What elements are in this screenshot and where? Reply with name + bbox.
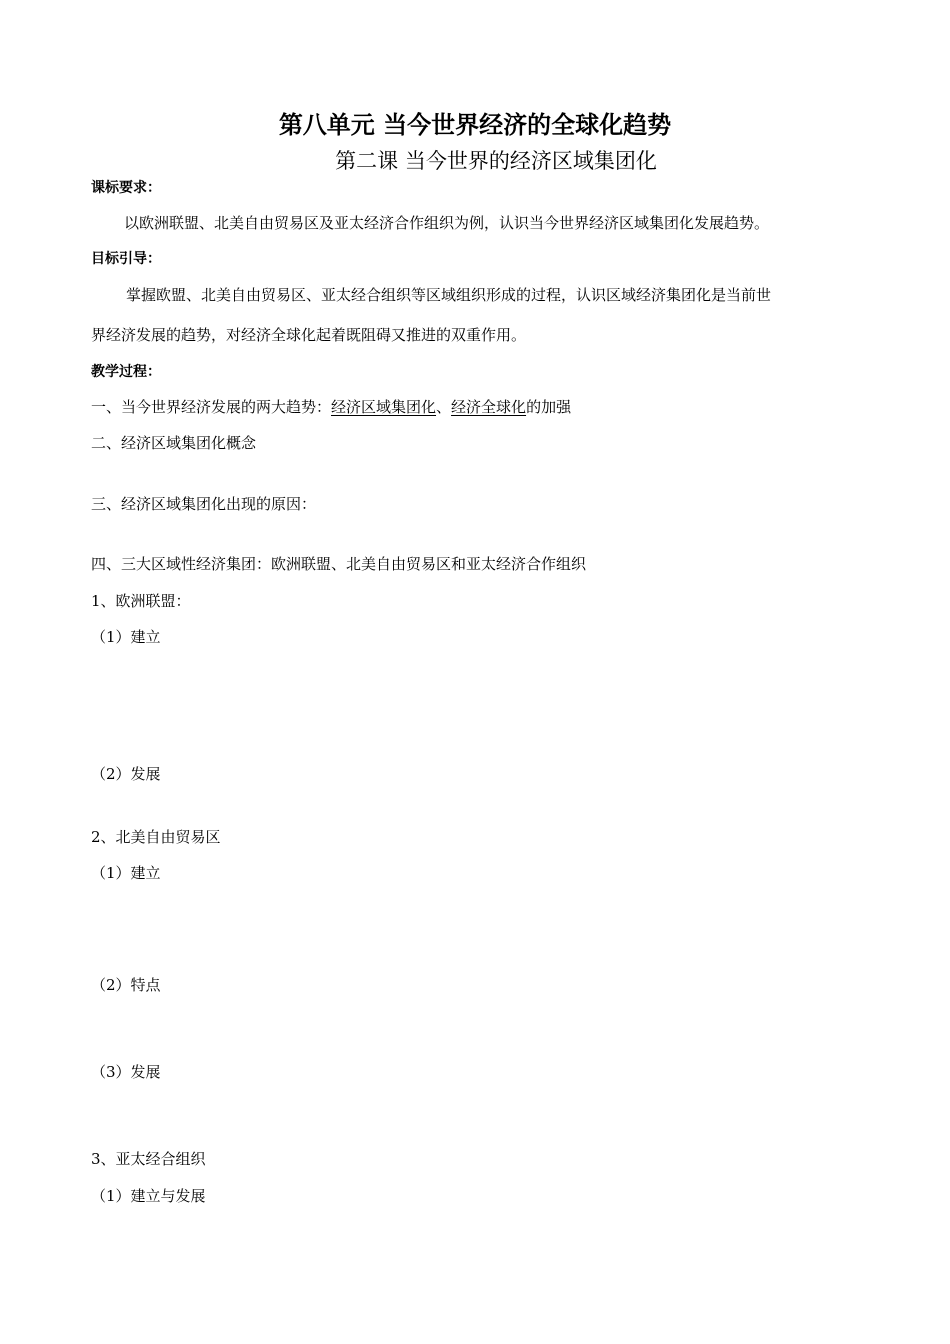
mubiao-text-line2: 界经济发展的趋势，对经济全球化起着既阻碍又推进的双重作用。 [91,326,527,344]
item1-underline-1: 经济区域集团化 [331,398,437,416]
nafta-point-3: （3）发展 [91,1063,161,1081]
nafta-title: 2、北美自由贸易区 [91,828,221,846]
process-item-1 [91,396,571,418]
unit-title: 第八单元 当今世界经济的全球化趋势 [278,111,672,139]
process-item-2: 二、经济区域集团化概念 [91,434,257,452]
item1-separator: 、 [436,398,452,416]
lesson-title: 第二课 当今世界的经济区域集团化 [335,149,657,173]
eu-point-2: （2）发展 [91,765,161,783]
item1-prefix: 一、当今世界经济发展的两大趋势： [91,398,332,416]
eu-title: 1、欧洲联盟： [91,592,191,610]
item1-suffix: 的加强 [526,398,572,416]
mubiao-heading: 目标引导： [91,251,161,267]
nafta-point-1: （1）建立 [91,864,161,882]
kebiao-heading: 课标要求： [91,180,161,196]
process-item-3: 三、经济区域集团化出现的原因： [91,495,317,513]
item1-underline-2: 经济全球化 [451,398,527,416]
eu-point-1: （1）建立 [91,628,161,646]
mubiao-text-line1: 掌握欧盟、北美自由贸易区、亚太经合组织等区域组织形成的过程，认识区域经济集团化是当前世 [126,286,772,304]
apec-point-1: （1）建立与发展 [91,1187,206,1205]
process-item-4: 四、三大区域性经济集团：欧洲联盟、北美自由贸易区和亚太经济合作组织 [91,555,587,573]
nafta-point-2: （2）特点 [91,976,161,994]
kebiao-text: 以欧洲联盟、北美自由贸易区及亚太经济合作组织为例，认识当今世界经济区域集团化发展趋势。 [124,214,770,232]
apec-title: 3、亚太经合组织 [91,1150,206,1168]
process-heading: 教学过程： [91,364,161,380]
